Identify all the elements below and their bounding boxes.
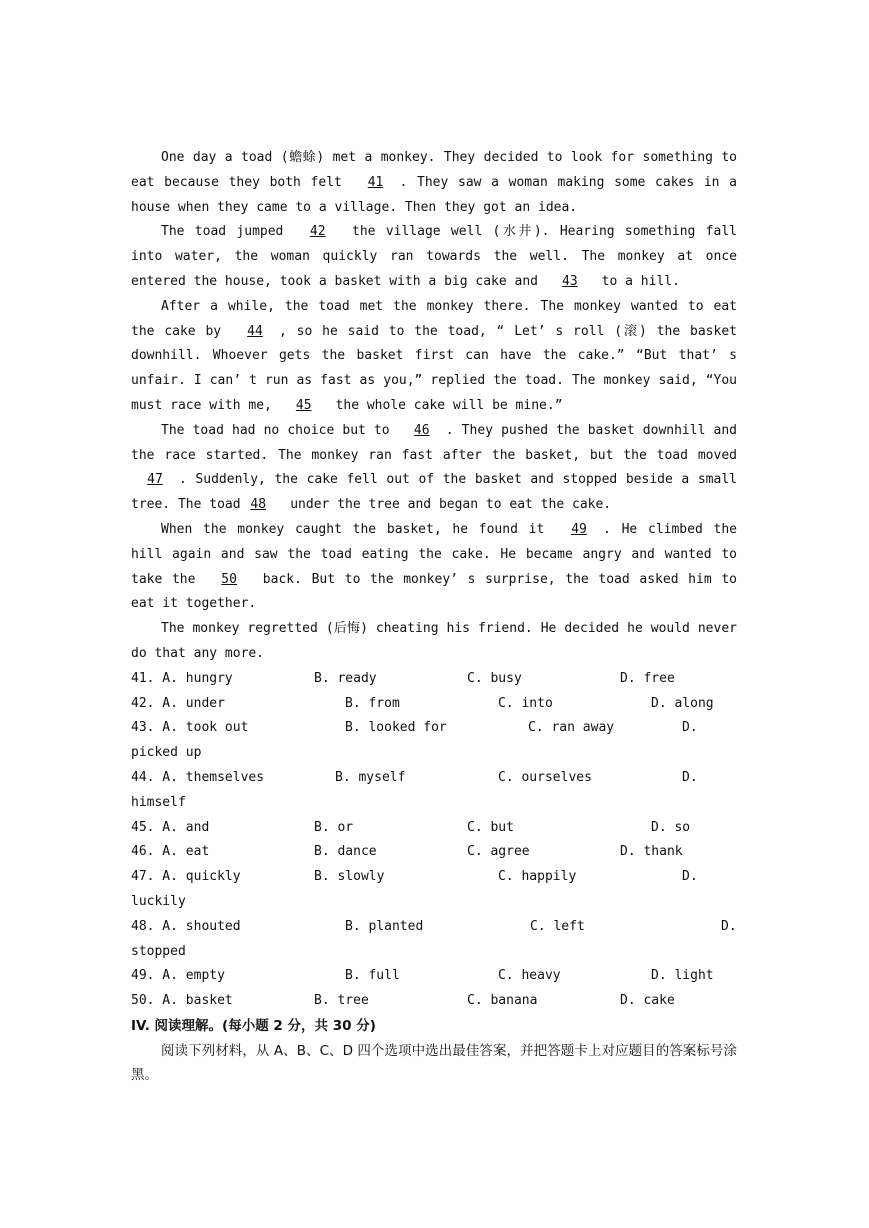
q47-option-c: C. happily [498,869,577,885]
q47-option-d: D. [682,869,698,885]
question-41 [131,667,737,692]
q43-option-a: 43. A. took out [131,720,249,736]
q50-option-d: D. cake [620,993,675,1009]
blank-42: 42 [309,224,326,240]
q44-option-d-text: himself [131,794,186,810]
question-47 [131,865,737,915]
blank-48: 48 [250,497,267,513]
q42-option-c: C. into [498,695,553,711]
q49-option-b: B. full [345,968,400,984]
q42-option-a: 42. A. under [131,695,225,711]
q45-option-c: C. but [467,819,514,835]
blank-41: 41 [367,174,384,190]
q44-option-a: 44. A. themselves [131,769,265,785]
q49-option-a: 49. A. empty [131,968,225,984]
paragraph-4: The toad had no choice but to 46 . They pushed the basket downhill and the race started. The monkey ran fast after the basket, but the toad moved 47 . Suddenly, the cake fell out of the basket and stopped beside a small tree. The toad 48 under the tree and began to eat the cake. [131,419,737,518]
blank-50: 50 [221,571,237,587]
q44-option-c: C. ourselves [498,769,592,785]
q47-option-b: B. slowly [314,869,385,885]
q43-option-c: C. ran away [528,720,615,736]
paragraph-6: The monkey regretted (后悔) cheating his friend. He decided he would never do that any more. [131,621,737,661]
blank-45: 45 [295,397,312,413]
q48-option-d: D. [721,918,737,934]
question-45 [131,816,737,841]
q43-option-b: B. looked for [345,720,447,736]
question-46 [131,840,737,865]
q47-option-a: 47. A. quickly [131,869,241,885]
paragraph-3: After a while, the toad met the monkey there. The monkey wanted to eat the cake by 44 , so he said to the toad, “ Let’ s roll (滚) the basket downhill. Whoever gets the basket first can have the cake.” “But that’ s unfair. I can’ t run as fast as you,” replied the toad. The monkey said, “You must race with me, 45 the whole cake will be mine.” [131,295,737,419]
q49-option-c: C. heavy [498,968,561,984]
q46-option-c: C. agree [467,844,530,860]
q45-option-a: 45. A. and [131,819,210,835]
q43-option-d-text: picked up [131,745,202,761]
blank-44: 44 [247,323,263,339]
q42-option-d: D. along [651,695,714,711]
question-49 [131,964,737,989]
q48-option-c: C. left [530,918,585,934]
q45-option-d: D. so [651,819,691,835]
section-instruction: 阅读下列材料，从 A、B、C、D 四个选项中选出最佳答案，并把答题卡上对应题目的答案标号涂黑。 [131,1042,737,1084]
q48-option-d-text: stopped [131,943,186,959]
question-50 [131,989,737,1014]
q41-option-a: 41. A. hungry [131,670,233,686]
q50-option-c: C. banana [467,993,538,1009]
q41-option-c: C. busy [467,670,522,686]
paragraph-2: The toad jumped 42 the village well (水井). Hearing something fall into water, the woman quickly ran towards the well. The monkey at once entered the house, took a basket with a big cake and 43 to a hill. [131,220,737,294]
blank-47: 47 [147,472,163,488]
q46-option-a: 46. A. eat [131,844,210,860]
blank-49: 49 [571,521,587,537]
q41-option-d: D. free [620,670,675,686]
q49-option-d: D. light [651,968,714,984]
q50-option-b: B. tree [314,993,369,1009]
q44-option-b: B. myself [335,769,406,785]
q41-option-b: B. ready [314,670,377,686]
blank-43: 43 [562,273,578,289]
exam-page [131,146,737,1088]
q48-option-b: B. planted [345,918,424,934]
q50-option-a: 50. A. basket [131,993,233,1009]
paragraph-5: When the monkey caught the basket, he found it 49 . He climbed the hill again and saw the toad eating the cake. He became angry and wanted to take the 50 back. But to the monkey’ s surprise, the toad asked him to eat it together. [131,518,737,617]
q46-option-b: B. dance [314,844,377,860]
q46-option-d: D. thank [620,844,683,860]
q48-option-a: 48. A. shouted [131,918,241,934]
q45-option-b: B. or [314,819,354,835]
question-43 [131,716,737,766]
q44-option-d: D. [682,769,698,785]
q43-option-d: D. [682,720,698,736]
section-title: IV. 阅读理解。(每小题 2 分，共 30 分) [131,1017,376,1034]
question-48 [131,915,737,965]
question-44 [131,766,737,816]
question-42 [131,692,737,717]
q42-option-b: B. from [345,695,400,711]
q47-option-d-text: luckily [131,893,186,909]
blank-46: 46 [413,422,430,438]
paragraph-1: One day a toad (蟾蜍) met a monkey. They decided to look for something to eat because they both felt 41 . They saw a woman making some cakes in a house when they came to a village. Then they got an idea. [131,150,737,215]
